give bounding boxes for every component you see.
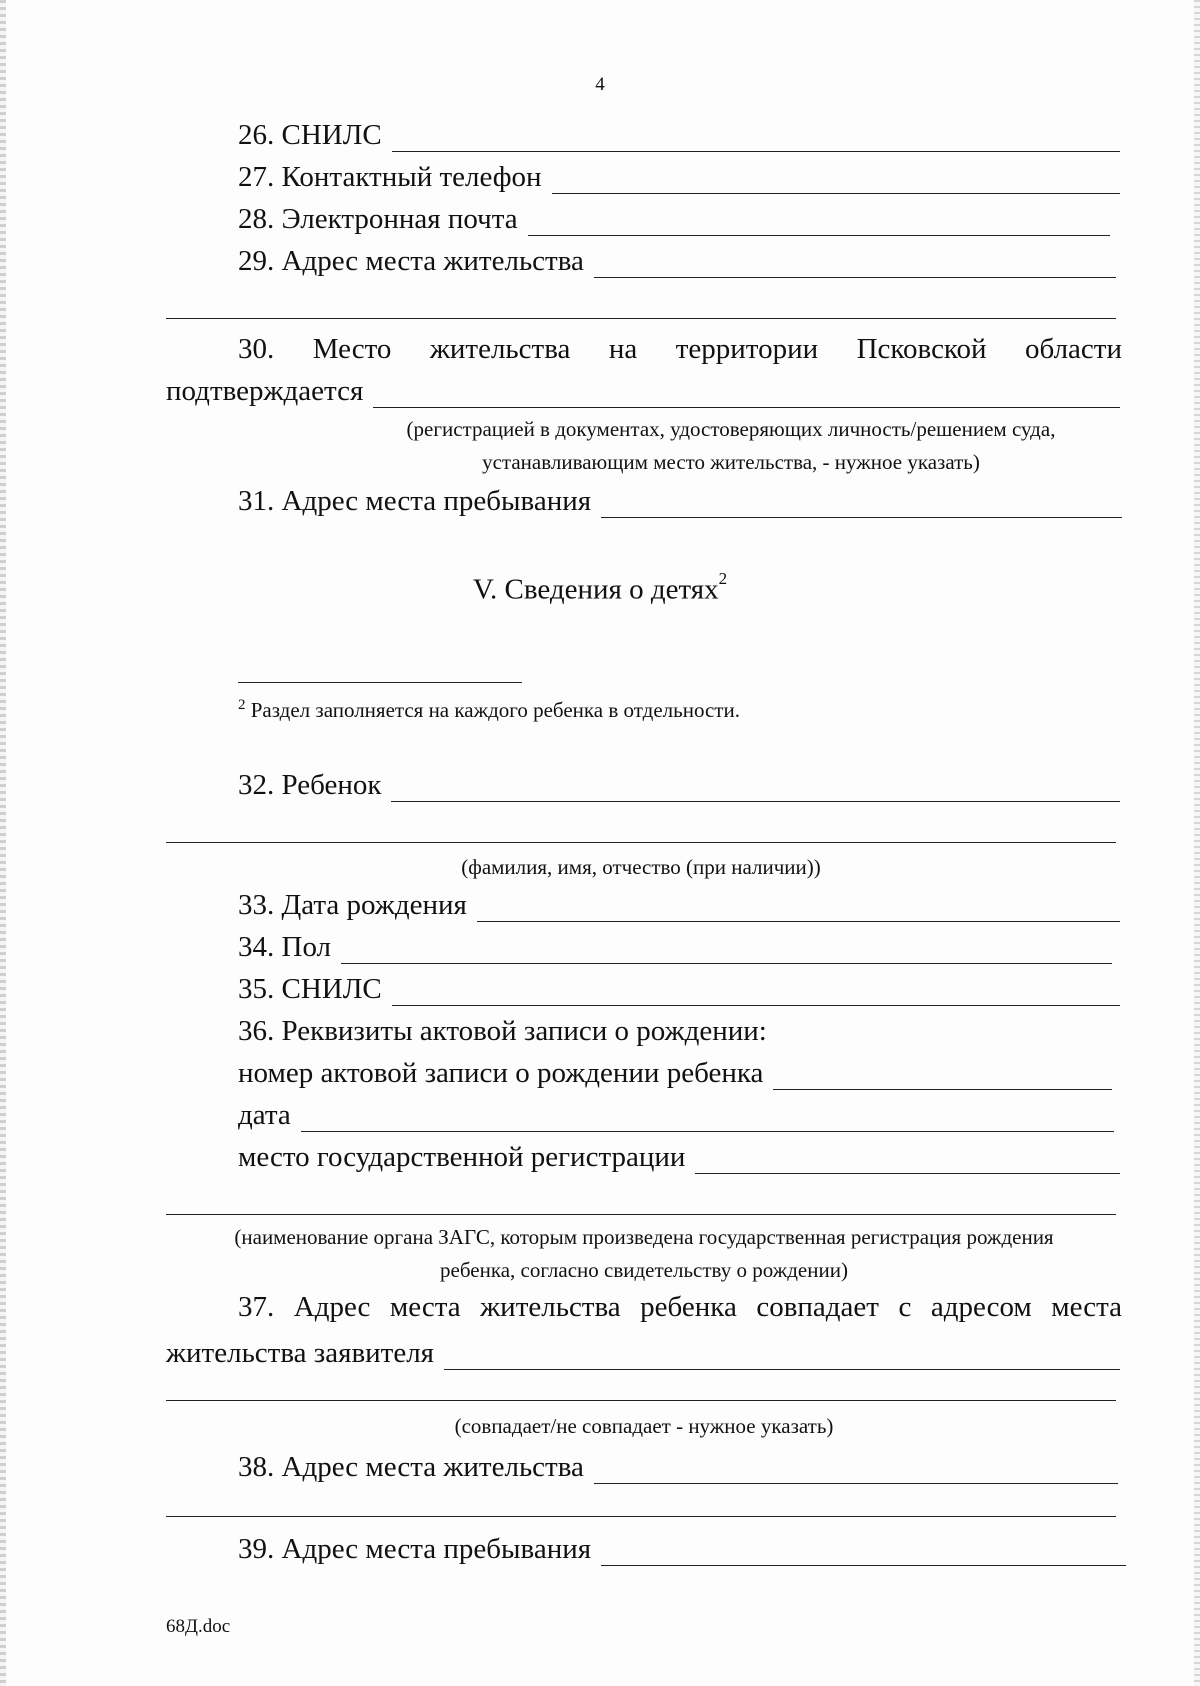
fill-line[interactable]	[341, 935, 1112, 964]
field-label: 34. Пол	[238, 931, 332, 963]
field-child-sex	[238, 930, 1112, 964]
word: жительства	[480, 1291, 621, 1323]
word: с	[898, 1291, 912, 1323]
field-stay-address	[238, 484, 1122, 518]
field-birth-record-heading	[238, 1014, 767, 1048]
word: места	[389, 1291, 461, 1323]
fill-line-continuation[interactable]	[166, 1400, 1116, 1401]
field-label: 31. Адрес места пребывания	[238, 485, 592, 517]
fill-line-continuation[interactable]	[166, 842, 1116, 843]
word: на	[608, 333, 638, 365]
field-residence-confirmation-line1	[238, 332, 1122, 366]
fill-line-continuation[interactable]	[166, 318, 1116, 319]
footnote	[238, 692, 740, 723]
word: области	[1025, 333, 1122, 365]
word: 37.	[238, 1291, 275, 1323]
field-label: 38. Адрес места жительства	[238, 1451, 584, 1483]
field-birth-record-number	[238, 1056, 1112, 1090]
word: Место	[312, 333, 392, 365]
scan-edge-right	[1194, 0, 1200, 1686]
field-label: 36. Реквизиты актовой записи о рождении:	[238, 1015, 767, 1047]
field-label: 29. Адрес места жительства	[238, 245, 584, 277]
word: территории	[675, 333, 819, 365]
fill-line-continuation[interactable]	[166, 1516, 1116, 1517]
field-label: 26. СНИЛС	[238, 119, 382, 151]
field-child-stay-address	[238, 1532, 1126, 1566]
fill-line[interactable]	[773, 1061, 1112, 1090]
hint-note: (регистрацией в документах, удостоверяющих личность/решением суда,	[406, 417, 1056, 441]
fill-line[interactable]	[392, 977, 1120, 1006]
fill-line[interactable]	[391, 773, 1120, 802]
footnote-mark: 2	[718, 569, 728, 588]
word: совпадает	[756, 1291, 879, 1323]
field-label: 39. Адрес места пребывания	[238, 1533, 592, 1565]
fill-line[interactable]	[601, 489, 1122, 518]
fill-line[interactable]	[392, 123, 1120, 152]
section-heading: V. Сведения о детях$^2$	[472, 569, 728, 606]
footnote-separator	[238, 682, 522, 683]
field-label: 35. СНИЛС	[238, 973, 382, 1005]
field-label: жительства заявителя	[166, 1337, 435, 1369]
field-residence-confirmation	[166, 374, 1120, 408]
field-snils	[238, 118, 1120, 152]
field-label: подтверждается	[166, 375, 364, 407]
hint-note: (фамилия, имя, отчество (при наличии))	[461, 855, 821, 879]
fill-line[interactable]	[594, 249, 1116, 278]
field-child-address-match	[166, 1336, 1120, 1370]
fill-line[interactable]	[594, 1455, 1118, 1484]
file-name: 68Д.doc	[166, 1616, 231, 1637]
field-label: номер актовой записи о рождении ребенка	[238, 1057, 764, 1089]
field-label: место государственной регистрации	[238, 1141, 686, 1173]
hint-note: (совпадает/не совпадает - нужное указать)	[454, 1414, 834, 1438]
fill-line[interactable]	[552, 165, 1120, 194]
fill-line[interactable]	[444, 1341, 1120, 1370]
word: Псковской	[856, 333, 987, 365]
field-residence-address	[238, 244, 1116, 278]
fill-line-continuation[interactable]	[166, 1214, 1116, 1215]
field-label: дата	[238, 1099, 291, 1131]
fill-line[interactable]	[301, 1103, 1114, 1132]
field-child-residence-address	[238, 1450, 1118, 1484]
word: места	[1051, 1291, 1122, 1323]
field-birth-record-date	[238, 1098, 1114, 1132]
word: 30.	[238, 333, 275, 365]
field-child-address-match-line1	[238, 1290, 1122, 1324]
scan-edge-left	[0, 0, 6, 1686]
word: жительства	[429, 333, 571, 365]
word: адресом	[930, 1291, 1032, 1323]
field-label: 32. Ребенок	[238, 769, 382, 801]
fill-line[interactable]	[695, 1145, 1120, 1174]
field-child-name	[238, 768, 1120, 802]
field-label: 33. Дата рождения	[238, 889, 467, 921]
fill-line[interactable]	[601, 1537, 1126, 1566]
word: Адрес	[293, 1291, 371, 1323]
field-email	[238, 202, 1110, 236]
field-child-birth-date	[238, 888, 1120, 922]
footnote-number: 2	[238, 697, 246, 713]
word: ребенка	[640, 1291, 737, 1323]
hint-note: устанавливающим место жительства, - нужное указать)	[482, 450, 980, 474]
hint-note: ребенка, согласно свидетельству о рождении)	[440, 1258, 848, 1282]
field-birth-registration-place	[238, 1140, 1120, 1174]
fill-line[interactable]	[528, 207, 1110, 236]
page-number: 4	[595, 74, 605, 95]
footnote-text: Раздел заполняется на каждого ребенка в отдельности.	[245, 698, 740, 722]
field-contact-phone	[238, 160, 1120, 194]
hint-note: (наименование органа ЗАГС, которым произведена государственная регистрация рождения	[234, 1225, 1054, 1249]
field-child-snils	[238, 972, 1120, 1006]
field-label: 27. Контактный телефон	[238, 161, 542, 193]
fill-line[interactable]	[477, 893, 1120, 922]
fill-line[interactable]	[373, 379, 1120, 408]
field-label: 28. Электронная почта	[238, 203, 518, 235]
